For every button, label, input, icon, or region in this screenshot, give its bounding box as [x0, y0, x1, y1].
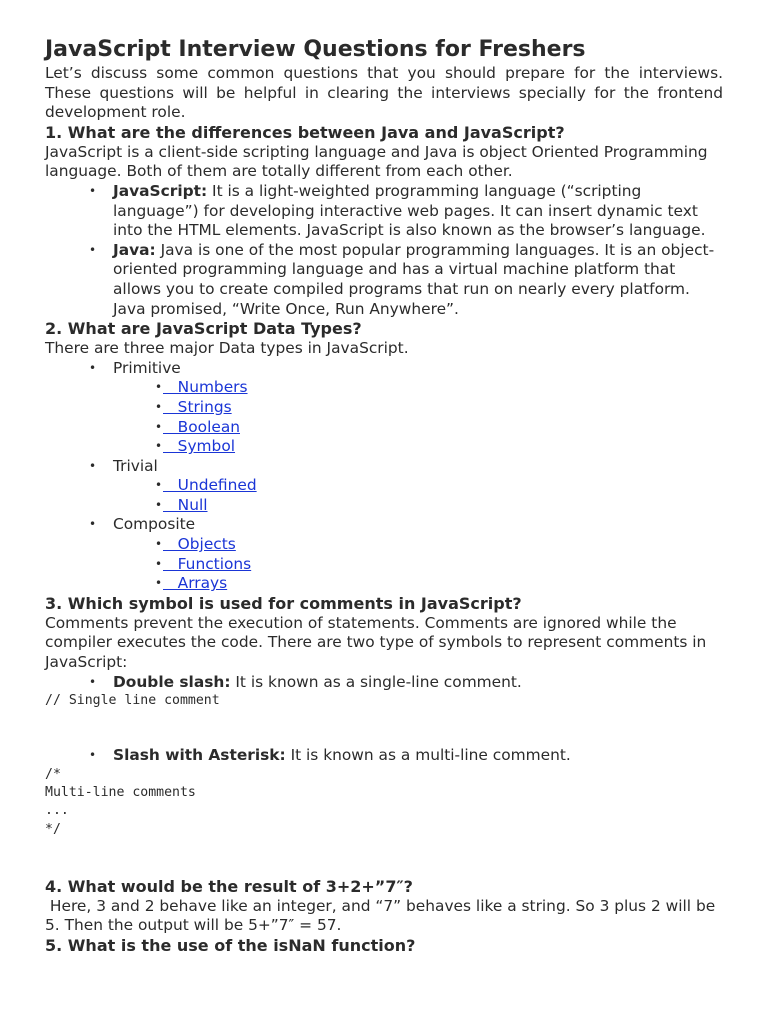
link-strings[interactable]: Strings: [163, 397, 232, 416]
desc-java: Java is one of the most popular programming languages. It is an object-oriented programming language and has a virtual machine platform that allows you to create compiled programs that run on nearly every platform. Java promised, “Write Once, Run Anywhere”.: [113, 240, 715, 318]
code-multi-line-comment: /* Multi-line comments ... */: [45, 767, 196, 837]
link-null[interactable]: Null: [163, 495, 208, 514]
list-item-link: [163, 555, 723, 575]
document-page: [45, 36, 723, 956]
question-3-text: Comments prevent the execution of statements. Comments are ignored while the compiler executes the code. There are two type of symbols to represent comments in JavaScript:: [45, 613, 707, 672]
question-2-heading: 2. What are JavaScript Data Types?: [45, 319, 362, 339]
link-numbers[interactable]: Numbers: [163, 378, 248, 397]
question-4-text: Here, 3 and 2 behave like an integer, and “7” behaves like a string. So 3 plus 2 will be 5. Then the output will be 5+”7″ = 57.: [45, 896, 721, 935]
data-types-list-composite: [45, 515, 723, 535]
spacer: [45, 839, 723, 877]
list-item-trivial: • Trivial: [113, 457, 723, 477]
spacer: [45, 710, 723, 746]
comment-types-list-2: [45, 746, 723, 766]
page-title: JavaScript Interview Questions for Freshers: [45, 37, 586, 62]
list-item-slash-asterisk: [113, 746, 723, 766]
question-5-heading: 5. What is the use of the isNaN function?: [45, 936, 416, 956]
list-item-link: [163, 418, 723, 438]
term-slash-asterisk: Slash with Asterisk:: [113, 746, 286, 765]
link-functions[interactable]: Functions: [163, 554, 252, 573]
data-types-list: [45, 359, 723, 379]
question-1-text: JavaScript is a client-side scripting language and Java is object Oriented Programming language. Both of them are totally different from each other.: [45, 142, 708, 181]
link-arrays[interactable]: Arrays: [163, 574, 228, 593]
list-item-link: [163, 574, 723, 594]
link-boolean[interactable]: Boolean: [163, 417, 240, 436]
link-objects[interactable]: Objects: [163, 535, 236, 554]
list-item-link: [163, 398, 723, 418]
intro-paragraph: Let’s discuss some common questions that you should prepare for the interviews. These questions will be helpful in clearing the interviews specially for the frontend development role.: [45, 64, 723, 122]
primitive-types-list: [45, 378, 723, 456]
question-3-heading: 3. Which symbol is used for comments in JavaScript?: [45, 593, 522, 613]
term-double-slash: Double slash:: [113, 672, 231, 691]
code-single-line-comment: // Single line comment: [45, 693, 220, 709]
list-item-link: [163, 535, 723, 555]
link-undefined[interactable]: Undefined: [163, 476, 257, 495]
list-item-double-slash: [113, 673, 723, 693]
list-item-link: [163, 378, 723, 398]
data-types-list-trivial: [45, 457, 723, 477]
list-item-link: [163, 437, 723, 457]
term-javascript: JavaScript:: [113, 181, 208, 200]
list-item-javascript: [113, 182, 723, 241]
composite-types-list: [45, 535, 723, 594]
java-vs-javascript-list: [45, 182, 723, 319]
desc-double-slash: It is known as a single-line comment.: [230, 672, 522, 691]
comment-types-list-1: [45, 673, 723, 693]
list-item-link: [163, 476, 723, 496]
term-java: Java:: [113, 240, 156, 259]
question-4-heading: 4. What would be the result of 3+2+”7″?: [45, 876, 413, 896]
list-item-composite: • Composite: [113, 515, 723, 535]
question-2-text: There are three major Data types in JavaScript.: [45, 339, 409, 358]
desc-slash-asterisk: It is known as a multi-line comment.: [285, 746, 571, 765]
list-item-primitive: • Primitive: [113, 359, 723, 379]
question-1-heading: 1. What are the differences between Java and JavaScript?: [45, 122, 565, 142]
desc-javascript: It is a light-weighted programming language (“scripting language”) for developing interactive web pages. It can insert dynamic text into the HTML elements. JavaScript is also known as the browser’s language.: [113, 181, 706, 240]
list-item-java: [113, 241, 723, 319]
trivial-types-list: [45, 476, 723, 515]
link-symbol[interactable]: Symbol: [163, 437, 236, 456]
list-item-link: [163, 496, 723, 516]
